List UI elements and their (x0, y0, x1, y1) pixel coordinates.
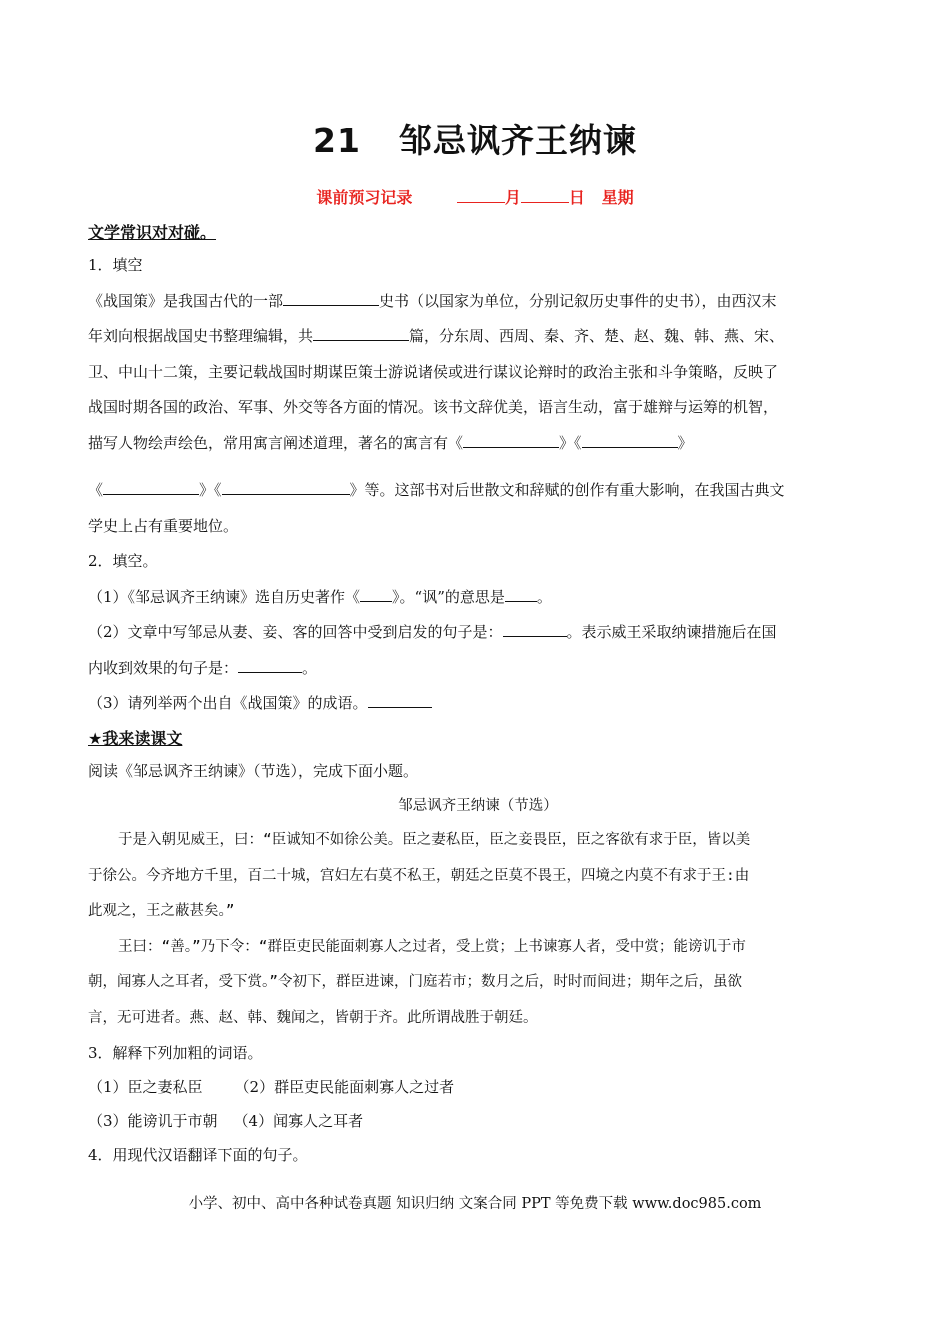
q1-line-3: 卫、中山十二策，主要记载战国时期谋臣策士游说诸侯或进行谋议论辩时的政治主张和斗争策略，反映了 (88, 362, 779, 381)
section-heading-reading: ★我来读课文 (88, 728, 183, 748)
blank-history-type[interactable] (283, 290, 379, 306)
section-heading-literature: 文学常识对对碰。 (88, 223, 217, 242)
blank-idioms[interactable] (368, 692, 432, 708)
q2-item-3: （3）请列举两个出自《战国策》的成语。 (88, 686, 868, 722)
q3-row-1: （1）臣之妻私臣 （2）群臣吏民能面刺寡人之过者 (88, 1078, 455, 1096)
question-1-label: 1．填空 (88, 256, 143, 274)
q2-item-2: （2）文章中写邹忌从妻、妾、客的回答中受到启发的句子是： 。表示威王采取纳谏措施后在国 (88, 623, 777, 641)
passage-paragraph-2: 王曰：“善。”乃下令：“群臣吏民能面刺寡人之过者，受上赏；上书谏寡人者，受中赏；能谤讥于市 朝，闻寡人之耳者，受下赏。”令初下，群臣进谏，门庭若市；数月之后，时时而间进；期年之后，虽欲 言，无可进者。燕、赵、韩、魏闻之，皆朝于齐。此所谓战胜于朝廷。 (88, 938, 746, 1026)
blank-fable-3[interactable] (103, 479, 199, 495)
month-label: 月 (504, 188, 521, 207)
main-content (88, 218, 868, 1172)
q1-line-4: 战国时期各国的政治、军事、外交等各方面的情况。该书文辞优美，语言生动，富于雄辩与运筹的机智， (88, 398, 779, 416)
q2-item-1: （1）《邹忌讽齐王纳谏》选自历史著作《 》。“讽”的意思是 。 (88, 587, 552, 606)
blank-fable-1[interactable] (463, 432, 559, 448)
page-title (0, 115, 950, 162)
blank-feng-meaning[interactable] (505, 586, 537, 602)
blank-fable-4[interactable] (222, 479, 350, 495)
reading-intro: 阅读《邹忌讽齐王纳谏》（节选），完成下面小题。 (88, 761, 419, 780)
question-3-label: 3．解释下列加粗的词语。 (88, 1044, 263, 1062)
q1-line-2: 年刘向根据战国史书整理编辑，共 篇，分东周、西周、秦、齐、楚、赵、魏、韩、燕、宋、 (88, 327, 785, 345)
day-blank[interactable] (521, 187, 569, 203)
preview-record-line (0, 185, 950, 208)
q2-item-2-cont: 内收到效果的句子是： 。 (88, 658, 318, 677)
passage-title: 邹忌讽齐王纳谏（节选） (398, 798, 558, 814)
lesson-number: 21 (313, 121, 361, 160)
lesson-title: 邹忌讽齐王纳谏 (398, 121, 637, 160)
blank-chapter-count[interactable] (313, 325, 409, 341)
blank-inspiration-sentence[interactable] (503, 621, 567, 637)
blank-fable-2[interactable] (582, 432, 678, 448)
passage-paragraph-1: 于是入朝见威王，曰：“臣诚知不如徐公美。臣之妻私臣，臣之妾畏臣，臣之客欲有求于臣，皆以美 于徐公。今齐地方千里，百二十城，宫妇左右莫不私王，朝廷之臣莫不畏王，四境之内莫不有求于王:由 此观之，王之蔽甚矣。” (88, 832, 751, 919)
blank-source-book[interactable] (360, 586, 392, 602)
footer-text: 小学、初中、高中各种试卷真题 知识归纳 文案合同 PPT 等免费下载 www.doc985.com (188, 1196, 762, 1212)
weekday-label: 星期 (601, 188, 634, 207)
q1-line-1: 《战国策》是我国古代的一部 史书（以国家为单位，分别记叙历史事件的史书），由西汉末 (88, 291, 777, 310)
question-2-label: 2．填空。 (88, 552, 158, 570)
preview-record-label: 课前预习记录 (316, 188, 413, 207)
month-blank[interactable] (457, 187, 505, 203)
q1-line-6: 《 》《 》等。这部书对后世散文和辞赋的创作有重大影响，在我国古典文 (88, 481, 785, 499)
day-label: 日 (568, 188, 585, 207)
q1-line-5: 描写人物绘声绘色，常用寓言阐述道理，著名的寓言有《 》《 》 (88, 433, 693, 452)
q1-line-7: 学史上占有重要地位。 (88, 516, 239, 535)
q3-row-2: （3）能谤讥于市朝 （4）闻寡人之耳者 (88, 1112, 364, 1130)
blank-effect-sentence[interactable] (238, 657, 302, 673)
question-4-label: 4．用现代汉语翻译下面的句子。 (88, 1146, 308, 1164)
